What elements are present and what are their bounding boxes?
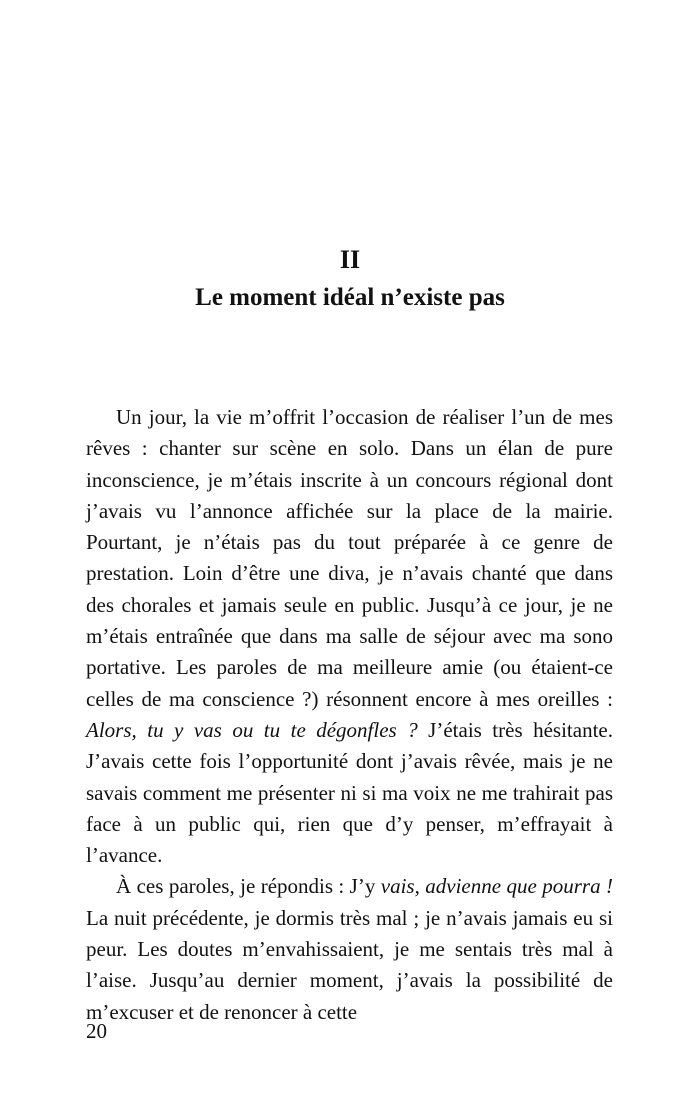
italic-quote: Alors, tu y vas ou tu te dégonfles ? xyxy=(86,717,418,742)
page-number: 20 xyxy=(86,1019,107,1043)
paragraph xyxy=(86,871,613,1027)
chapter-title: Le moment idéal n’existe pas xyxy=(195,284,505,311)
chapter-number: II xyxy=(339,245,361,274)
italic-quote: vais, advienne que pourra ! xyxy=(380,874,613,899)
body-text xyxy=(86,402,613,1028)
paragraph-text: Un jour, la vie m’offrit l’occasion de réaliser l’un de mes rêves : chanter sur scène en solo. Dans un élan de pure inconscience, je m’étais inscrite à un concours régional dont j’avais vu l’annonce affichée sur la place de la mairie. Pourtant, je n’étais pas du tout préparée à ce genre de prestation. Loin d’être une diva, je n’avais chanté que dans des chorales et jamais seule en public. Jusqu’à ce jour, je ne m’étais entraînée que dans ma salle de séjour avec ma sono portative. Les paroles de ma meilleure amie (ou étaient-ce celles de ma conscience ?) résonnent encore à mes oreilles : xyxy=(86,405,613,711)
paragraph-text: À ces paroles, je répondis : J’y xyxy=(116,874,381,899)
paragraph-text: J’étais très hésitante. J’avais cette fois l’opportunité dont j’avais rêvée, mais je ne savais comment me présenter ni si ma voix ne me trahirait pas face à un public qui, rien que d’y penser, m’effrayait à l’avance. xyxy=(86,717,613,868)
paragraph-text: La nuit précédente, je dormis très mal ; je n’avais jamais eu si peur. Les doutes m’envahissaient, je me sentais très mal à l’aise. Jusqu’au dernier moment, j’avais la possibilité de m’excuser et de renoncer à cette xyxy=(86,905,613,1024)
paragraph xyxy=(86,402,613,871)
